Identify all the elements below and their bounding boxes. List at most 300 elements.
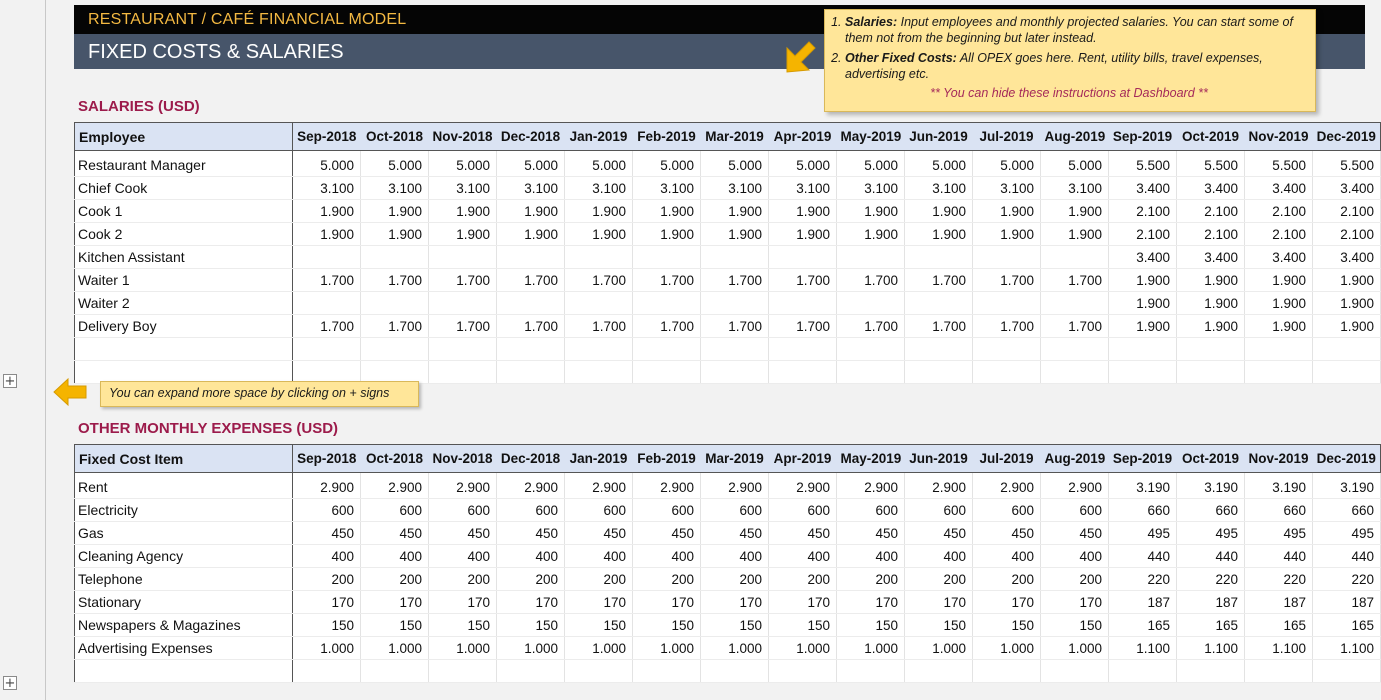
value-cell[interactable]: 660 <box>1245 499 1313 522</box>
value-cell[interactable]: 3.100 <box>565 177 633 200</box>
value-cell[interactable]: 450 <box>837 522 905 545</box>
value-cell[interactable]: 495 <box>1245 522 1313 545</box>
value-cell[interactable]: 495 <box>1177 522 1245 545</box>
month-header[interactable]: Nov-2018 <box>429 123 497 151</box>
value-cell[interactable]: 1.000 <box>429 637 497 660</box>
month-header[interactable]: Apr-2019 <box>769 123 837 151</box>
value-cell[interactable] <box>361 246 429 269</box>
value-cell[interactable]: 1.000 <box>565 637 633 660</box>
month-header[interactable]: Sep-2018 <box>293 445 361 473</box>
value-cell[interactable] <box>361 292 429 315</box>
employee-name-cell[interactable]: Cook 1 <box>75 200 293 223</box>
value-cell[interactable]: 1.900 <box>1245 292 1313 315</box>
value-cell[interactable]: 1.700 <box>565 269 633 292</box>
value-cell[interactable]: 3.400 <box>1109 177 1177 200</box>
value-cell[interactable] <box>293 338 361 361</box>
value-cell[interactable]: 170 <box>361 591 429 614</box>
value-cell[interactable] <box>769 361 837 384</box>
value-cell[interactable]: 1.900 <box>1313 292 1381 315</box>
value-cell[interactable]: 600 <box>769 499 837 522</box>
value-cell[interactable]: 2.100 <box>1177 223 1245 246</box>
value-cell[interactable]: 1.700 <box>633 315 701 338</box>
value-cell[interactable]: 1.900 <box>497 223 565 246</box>
value-cell[interactable]: 3.100 <box>701 177 769 200</box>
value-cell[interactable]: 400 <box>497 545 565 568</box>
value-cell[interactable]: 2.900 <box>701 473 769 499</box>
value-cell[interactable] <box>905 246 973 269</box>
value-cell[interactable]: 200 <box>293 568 361 591</box>
value-cell[interactable]: 600 <box>701 499 769 522</box>
value-cell[interactable] <box>837 660 905 683</box>
value-cell[interactable]: 1.000 <box>361 637 429 660</box>
value-cell[interactable]: 400 <box>973 545 1041 568</box>
value-cell[interactable] <box>701 292 769 315</box>
value-cell[interactable]: 440 <box>1245 545 1313 568</box>
value-cell[interactable]: 1.900 <box>1245 269 1313 292</box>
value-cell[interactable]: 170 <box>1041 591 1109 614</box>
value-cell[interactable]: 1.700 <box>361 269 429 292</box>
cost-item-cell[interactable]: Electricity <box>75 499 293 522</box>
month-header[interactable]: Sep-2018 <box>293 123 361 151</box>
value-cell[interactable]: 600 <box>1041 499 1109 522</box>
value-cell[interactable]: 1.900 <box>837 200 905 223</box>
value-cell[interactable]: 170 <box>769 591 837 614</box>
value-cell[interactable] <box>361 338 429 361</box>
value-cell[interactable]: 2.900 <box>837 473 905 499</box>
value-cell[interactable] <box>633 338 701 361</box>
value-cell[interactable]: 600 <box>497 499 565 522</box>
employee-name-cell[interactable]: Chief Cook <box>75 177 293 200</box>
value-cell[interactable]: 1.900 <box>293 223 361 246</box>
value-cell[interactable] <box>1109 338 1177 361</box>
value-cell[interactable]: 1.100 <box>1313 637 1381 660</box>
month-header[interactable]: Nov-2019 <box>1245 123 1313 151</box>
value-cell[interactable]: 170 <box>293 591 361 614</box>
value-cell[interactable] <box>837 292 905 315</box>
value-cell[interactable]: 1.700 <box>905 315 973 338</box>
value-cell[interactable]: 3.400 <box>1313 177 1381 200</box>
value-cell[interactable] <box>1041 660 1109 683</box>
cost-item-cell[interactable] <box>75 660 293 683</box>
value-cell[interactable] <box>837 338 905 361</box>
value-cell[interactable] <box>905 660 973 683</box>
value-cell[interactable]: 1.900 <box>973 200 1041 223</box>
value-cell[interactable] <box>973 246 1041 269</box>
value-cell[interactable]: 2.900 <box>497 473 565 499</box>
value-cell[interactable] <box>497 660 565 683</box>
value-cell[interactable]: 3.100 <box>293 177 361 200</box>
cost-item-cell[interactable]: Advertising Expenses <box>75 637 293 660</box>
value-cell[interactable]: 200 <box>497 568 565 591</box>
value-cell[interactable] <box>565 361 633 384</box>
value-cell[interactable]: 5.000 <box>1041 151 1109 177</box>
value-cell[interactable]: 1.900 <box>701 200 769 223</box>
value-cell[interactable]: 600 <box>429 499 497 522</box>
value-cell[interactable] <box>701 338 769 361</box>
month-header[interactable]: May-2019 <box>837 123 905 151</box>
month-header[interactable]: Dec-2018 <box>497 445 565 473</box>
value-cell[interactable]: 200 <box>565 568 633 591</box>
value-cell[interactable]: 150 <box>701 614 769 637</box>
value-cell[interactable]: 400 <box>769 545 837 568</box>
value-cell[interactable]: 495 <box>1313 522 1381 545</box>
value-cell[interactable]: 600 <box>293 499 361 522</box>
value-cell[interactable]: 1.000 <box>1041 637 1109 660</box>
value-cell[interactable] <box>837 361 905 384</box>
value-cell[interactable]: 600 <box>973 499 1041 522</box>
value-cell[interactable]: 1.900 <box>905 223 973 246</box>
value-cell[interactable]: 1.700 <box>497 269 565 292</box>
value-cell[interactable]: 3.190 <box>1313 473 1381 499</box>
value-cell[interactable]: 600 <box>633 499 701 522</box>
value-cell[interactable] <box>293 246 361 269</box>
value-cell[interactable]: 1.700 <box>701 315 769 338</box>
value-cell[interactable]: 5.500 <box>1177 151 1245 177</box>
value-cell[interactable]: 2.900 <box>361 473 429 499</box>
value-cell[interactable]: 170 <box>429 591 497 614</box>
value-cell[interactable]: 1.900 <box>973 223 1041 246</box>
value-cell[interactable]: 187 <box>1245 591 1313 614</box>
value-cell[interactable]: 2.900 <box>1041 473 1109 499</box>
value-cell[interactable]: 5.500 <box>1313 151 1381 177</box>
value-cell[interactable]: 5.000 <box>429 151 497 177</box>
value-cell[interactable]: 150 <box>905 614 973 637</box>
value-cell[interactable] <box>1041 246 1109 269</box>
value-cell[interactable] <box>1177 338 1245 361</box>
value-cell[interactable]: 400 <box>1041 545 1109 568</box>
value-cell[interactable]: 660 <box>1109 499 1177 522</box>
value-cell[interactable]: 1.000 <box>633 637 701 660</box>
value-cell[interactable]: 1.700 <box>1041 269 1109 292</box>
value-cell[interactable] <box>361 660 429 683</box>
value-cell[interactable] <box>1245 660 1313 683</box>
value-cell[interactable] <box>565 660 633 683</box>
value-cell[interactable]: 1.900 <box>905 200 973 223</box>
value-cell[interactable] <box>1313 338 1381 361</box>
value-cell[interactable] <box>429 660 497 683</box>
value-cell[interactable]: 150 <box>429 614 497 637</box>
value-cell[interactable]: 1.900 <box>429 200 497 223</box>
value-cell[interactable]: 165 <box>1177 614 1245 637</box>
month-header[interactable]: Oct-2019 <box>1177 445 1245 473</box>
value-cell[interactable]: 2.100 <box>1313 223 1381 246</box>
value-cell[interactable] <box>633 292 701 315</box>
value-cell[interactable]: 400 <box>633 545 701 568</box>
value-cell[interactable]: 450 <box>905 522 973 545</box>
value-cell[interactable]: 1.000 <box>701 637 769 660</box>
cost-item-cell[interactable]: Stationary <box>75 591 293 614</box>
value-cell[interactable] <box>293 292 361 315</box>
value-cell[interactable]: 5.000 <box>973 151 1041 177</box>
employee-name-cell[interactable]: Waiter 1 <box>75 269 293 292</box>
value-cell[interactable] <box>1109 660 1177 683</box>
value-cell[interactable]: 200 <box>905 568 973 591</box>
value-cell[interactable]: 2.100 <box>1109 223 1177 246</box>
value-cell[interactable] <box>973 660 1041 683</box>
expand-rows-button-expenses[interactable]: + <box>4 676 16 691</box>
value-cell[interactable]: 2.900 <box>293 473 361 499</box>
value-cell[interactable]: 450 <box>497 522 565 545</box>
value-cell[interactable]: 1.700 <box>837 315 905 338</box>
value-cell[interactable]: 165 <box>1313 614 1381 637</box>
employee-name-cell[interactable]: Cook 2 <box>75 223 293 246</box>
month-header[interactable]: Jan-2019 <box>565 445 633 473</box>
value-cell[interactable] <box>565 292 633 315</box>
value-cell[interactable]: 1.900 <box>361 200 429 223</box>
value-cell[interactable] <box>1313 361 1381 384</box>
cost-item-cell[interactable]: Telephone <box>75 568 293 591</box>
cost-item-cell[interactable]: Gas <box>75 522 293 545</box>
value-cell[interactable]: 1.900 <box>1109 292 1177 315</box>
value-cell[interactable]: 400 <box>837 545 905 568</box>
value-cell[interactable]: 170 <box>837 591 905 614</box>
value-cell[interactable]: 1.900 <box>429 223 497 246</box>
employee-name-cell[interactable]: Delivery Boy <box>75 315 293 338</box>
value-cell[interactable]: 3.400 <box>1245 246 1313 269</box>
value-cell[interactable]: 187 <box>1177 591 1245 614</box>
value-cell[interactable]: 450 <box>1041 522 1109 545</box>
value-cell[interactable]: 3.190 <box>1177 473 1245 499</box>
value-cell[interactable] <box>565 246 633 269</box>
value-cell[interactable]: 1.900 <box>293 200 361 223</box>
value-cell[interactable]: 1.900 <box>769 200 837 223</box>
value-cell[interactable]: 3.100 <box>361 177 429 200</box>
value-cell[interactable]: 200 <box>837 568 905 591</box>
value-cell[interactable]: 170 <box>701 591 769 614</box>
month-header[interactable]: Dec-2018 <box>497 123 565 151</box>
value-cell[interactable]: 1.900 <box>701 223 769 246</box>
value-cell[interactable] <box>1109 361 1177 384</box>
value-cell[interactable] <box>497 338 565 361</box>
value-cell[interactable] <box>701 246 769 269</box>
value-cell[interactable]: 450 <box>769 522 837 545</box>
value-cell[interactable]: 1.700 <box>973 269 1041 292</box>
month-header[interactable]: Dec-2019 <box>1313 123 1381 151</box>
month-header[interactable]: Sep-2019 <box>1109 445 1177 473</box>
value-cell[interactable]: 1.700 <box>837 269 905 292</box>
value-cell[interactable]: 1.900 <box>1177 292 1245 315</box>
value-cell[interactable]: 150 <box>769 614 837 637</box>
value-cell[interactable]: 400 <box>905 545 973 568</box>
value-cell[interactable]: 450 <box>565 522 633 545</box>
value-cell[interactable]: 1.700 <box>293 269 361 292</box>
value-cell[interactable]: 1.700 <box>1041 315 1109 338</box>
value-cell[interactable] <box>1245 338 1313 361</box>
month-header[interactable]: Jan-2019 <box>565 123 633 151</box>
value-cell[interactable]: 1.700 <box>701 269 769 292</box>
value-cell[interactable]: 5.000 <box>837 151 905 177</box>
value-cell[interactable]: 3.100 <box>837 177 905 200</box>
value-cell[interactable] <box>769 246 837 269</box>
value-cell[interactable] <box>701 361 769 384</box>
value-cell[interactable]: 220 <box>1313 568 1381 591</box>
value-cell[interactable]: 150 <box>497 614 565 637</box>
value-cell[interactable] <box>905 292 973 315</box>
value-cell[interactable]: 1.900 <box>565 223 633 246</box>
value-cell[interactable]: 1.700 <box>565 315 633 338</box>
value-cell[interactable] <box>633 660 701 683</box>
value-cell[interactable]: 495 <box>1109 522 1177 545</box>
value-cell[interactable] <box>633 361 701 384</box>
value-cell[interactable] <box>973 292 1041 315</box>
cost-item-cell[interactable]: Cleaning Agency <box>75 545 293 568</box>
value-cell[interactable]: 1.900 <box>769 223 837 246</box>
value-cell[interactable]: 1.000 <box>769 637 837 660</box>
value-cell[interactable] <box>769 660 837 683</box>
value-cell[interactable]: 440 <box>1177 545 1245 568</box>
value-cell[interactable]: 400 <box>701 545 769 568</box>
value-cell[interactable]: 1.000 <box>973 637 1041 660</box>
value-cell[interactable]: 1.900 <box>1313 269 1381 292</box>
month-header[interactable]: Apr-2019 <box>769 445 837 473</box>
value-cell[interactable] <box>905 361 973 384</box>
value-cell[interactable] <box>769 292 837 315</box>
month-header[interactable]: Oct-2018 <box>361 445 429 473</box>
value-cell[interactable]: 1.700 <box>429 269 497 292</box>
value-cell[interactable]: 1.900 <box>565 200 633 223</box>
value-cell[interactable]: 150 <box>293 614 361 637</box>
value-cell[interactable]: 440 <box>1313 545 1381 568</box>
month-header[interactable]: Jun-2019 <box>905 445 973 473</box>
employee-name-cell[interactable]: Waiter 2 <box>75 292 293 315</box>
value-cell[interactable]: 170 <box>973 591 1041 614</box>
value-cell[interactable]: 1.700 <box>293 315 361 338</box>
month-header[interactable]: May-2019 <box>837 445 905 473</box>
value-cell[interactable]: 200 <box>1041 568 1109 591</box>
value-cell[interactable]: 1.700 <box>633 269 701 292</box>
value-cell[interactable]: 1.900 <box>361 223 429 246</box>
value-cell[interactable]: 1.700 <box>429 315 497 338</box>
value-cell[interactable] <box>497 292 565 315</box>
value-cell[interactable]: 3.100 <box>497 177 565 200</box>
value-cell[interactable]: 1.100 <box>1245 637 1313 660</box>
value-cell[interactable]: 450 <box>429 522 497 545</box>
value-cell[interactable] <box>429 338 497 361</box>
value-cell[interactable] <box>701 660 769 683</box>
value-cell[interactable]: 1.900 <box>1109 269 1177 292</box>
month-header[interactable]: Nov-2019 <box>1245 445 1313 473</box>
value-cell[interactable]: 170 <box>905 591 973 614</box>
value-cell[interactable]: 2.900 <box>565 473 633 499</box>
value-cell[interactable]: 3.100 <box>633 177 701 200</box>
value-cell[interactable]: 1.900 <box>633 200 701 223</box>
value-cell[interactable]: 1.000 <box>293 637 361 660</box>
value-cell[interactable]: 5.000 <box>361 151 429 177</box>
value-cell[interactable]: 165 <box>1109 614 1177 637</box>
value-cell[interactable]: 5.000 <box>497 151 565 177</box>
value-cell[interactable]: 660 <box>1313 499 1381 522</box>
value-cell[interactable]: 2.100 <box>1109 200 1177 223</box>
value-cell[interactable]: 600 <box>565 499 633 522</box>
value-cell[interactable] <box>905 338 973 361</box>
value-cell[interactable]: 1.900 <box>497 200 565 223</box>
value-cell[interactable]: 440 <box>1109 545 1177 568</box>
value-cell[interactable]: 5.000 <box>293 151 361 177</box>
month-header[interactable]: Jul-2019 <box>973 123 1041 151</box>
value-cell[interactable] <box>1245 361 1313 384</box>
value-cell[interactable] <box>1313 660 1381 683</box>
month-header[interactable]: Nov-2018 <box>429 445 497 473</box>
month-header[interactable]: Aug-2019 <box>1041 123 1109 151</box>
value-cell[interactable]: 3.100 <box>429 177 497 200</box>
value-cell[interactable]: 187 <box>1109 591 1177 614</box>
value-cell[interactable]: 3.400 <box>1245 177 1313 200</box>
value-cell[interactable]: 450 <box>701 522 769 545</box>
value-cell[interactable]: 3.400 <box>1313 246 1381 269</box>
value-cell[interactable]: 1.700 <box>497 315 565 338</box>
month-header[interactable]: Oct-2018 <box>361 123 429 151</box>
value-cell[interactable] <box>973 338 1041 361</box>
value-cell[interactable]: 220 <box>1177 568 1245 591</box>
value-cell[interactable]: 5.000 <box>905 151 973 177</box>
month-header[interactable]: Mar-2019 <box>701 445 769 473</box>
value-cell[interactable] <box>293 660 361 683</box>
value-cell[interactable] <box>837 246 905 269</box>
value-cell[interactable]: 220 <box>1109 568 1177 591</box>
value-cell[interactable]: 3.100 <box>769 177 837 200</box>
value-cell[interactable] <box>429 292 497 315</box>
value-cell[interactable]: 400 <box>429 545 497 568</box>
value-cell[interactable]: 200 <box>633 568 701 591</box>
value-cell[interactable]: 165 <box>1245 614 1313 637</box>
value-cell[interactable]: 400 <box>293 545 361 568</box>
value-cell[interactable]: 170 <box>565 591 633 614</box>
value-cell[interactable]: 3.400 <box>1177 177 1245 200</box>
value-cell[interactable]: 150 <box>565 614 633 637</box>
value-cell[interactable]: 170 <box>633 591 701 614</box>
month-header[interactable]: Jun-2019 <box>905 123 973 151</box>
value-cell[interactable]: 200 <box>769 568 837 591</box>
month-header[interactable]: Feb-2019 <box>633 445 701 473</box>
value-cell[interactable]: 1.000 <box>905 637 973 660</box>
value-cell[interactable]: 400 <box>565 545 633 568</box>
value-cell[interactable]: 150 <box>837 614 905 637</box>
value-cell[interactable]: 3.400 <box>1177 246 1245 269</box>
value-cell[interactable]: 187 <box>1313 591 1381 614</box>
value-cell[interactable]: 3.100 <box>1041 177 1109 200</box>
employee-name-cell[interactable]: Kitchen Assistant <box>75 246 293 269</box>
value-cell[interactable] <box>497 246 565 269</box>
value-cell[interactable]: 1.100 <box>1177 637 1245 660</box>
value-cell[interactable] <box>1041 361 1109 384</box>
value-cell[interactable]: 1.000 <box>837 637 905 660</box>
value-cell[interactable]: 3.400 <box>1109 246 1177 269</box>
value-cell[interactable]: 1.900 <box>1245 315 1313 338</box>
value-cell[interactable]: 1.900 <box>1109 315 1177 338</box>
value-cell[interactable]: 150 <box>361 614 429 637</box>
value-cell[interactable]: 2.100 <box>1313 200 1381 223</box>
expand-rows-button-salaries[interactable]: + <box>4 374 16 389</box>
value-cell[interactable]: 150 <box>633 614 701 637</box>
value-cell[interactable]: 400 <box>361 545 429 568</box>
value-cell[interactable]: 200 <box>429 568 497 591</box>
value-cell[interactable]: 150 <box>973 614 1041 637</box>
value-cell[interactable]: 3.100 <box>905 177 973 200</box>
value-cell[interactable]: 3.100 <box>973 177 1041 200</box>
value-cell[interactable]: 2.900 <box>429 473 497 499</box>
value-cell[interactable] <box>973 361 1041 384</box>
value-cell[interactable]: 600 <box>905 499 973 522</box>
value-cell[interactable]: 1.900 <box>837 223 905 246</box>
value-cell[interactable]: 1.000 <box>497 637 565 660</box>
value-cell[interactable]: 1.900 <box>1041 200 1109 223</box>
value-cell[interactable]: 170 <box>497 591 565 614</box>
cost-item-cell[interactable]: Newspapers & Magazines <box>75 614 293 637</box>
value-cell[interactable]: 450 <box>633 522 701 545</box>
month-header[interactable]: Aug-2019 <box>1041 445 1109 473</box>
value-cell[interactable]: 200 <box>973 568 1041 591</box>
value-cell[interactable]: 450 <box>361 522 429 545</box>
